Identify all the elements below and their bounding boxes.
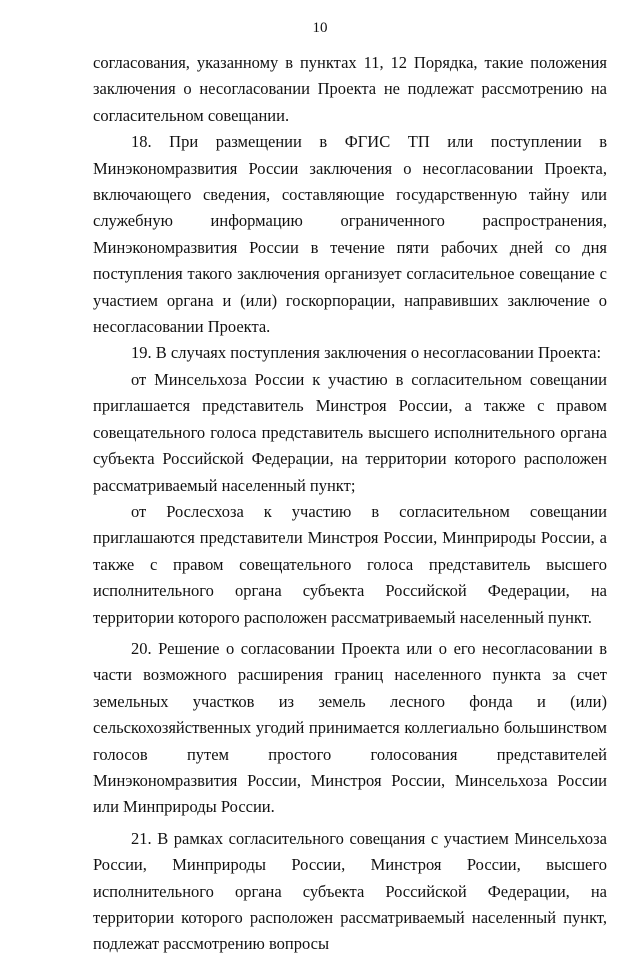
paragraph-18: 18. При размещении в ФГИС ТП или поступлении в Минэкономразвития России заключения о несогласовании Проекта, включающего сведения, составляющие государственную тайну или служебную информацию ограниченного распространения, Минэкономразвития России в течение пяти рабочих дней со дня поступления такого заключения организует согласительное совещание с участием органа и (или) госкорпорации, направивших заключение о несогласовании Проекта. (93, 132, 607, 337)
paragraph-21: 21. В рамках согласительного совещания с участием Минсельхоза России, Минприроды России, Минстроя России, высшего исполнительного органа субъекта Российской Федерации, на территории которого расположен рассматриваемый населенный пункт, подлежат рассмотрению вопросы (93, 828, 607, 954)
paragraph-20: 20. Решение о согласовании Проекта или о его несогласовании в части возможного расширения границ населенного пункта за счет земельных участков из земель лесного фонда и (или) сельскохозяйственных угодий принимается коллегиально большинством голосов путем простого голосования представителей Минэкономразвития России, Минстроя России, Минсельхоза России или Минприроды России. (93, 638, 607, 817)
page-number: 10 (312, 20, 328, 36)
paragraph-19-rosleskhoz: от Рослесхоза к участию в согласительном совещании приглашаются представители Минстроя России, Минприроды России, а также с правом совещательного голоса представитель высшего исполнительного органа субъекта Российской Федерации, на территории которого расположен рассматриваемый населенный пункт. (93, 501, 607, 627)
document-body (93, 50, 607, 958)
paragraph-continuation: согласования, указанному в пунктах 11, 12 Порядка, такие положения заключения о несогласовании Проекта не подлежат рассмотрению на согласительном совещании. (93, 53, 607, 125)
paragraph-19-minselkhoz: от Минсельхоза России к участию в согласительном совещании приглашается представитель Минстроя России, а также с правом совещательного голоса представитель высшего исполнительного органа субъекта Российской Федерации, на территории которого расположен рассматриваемый населенный пункт; (93, 369, 607, 495)
paragraph-19: 19. В случаях поступления заключения о несогласовании Проекта: (131, 343, 602, 363)
